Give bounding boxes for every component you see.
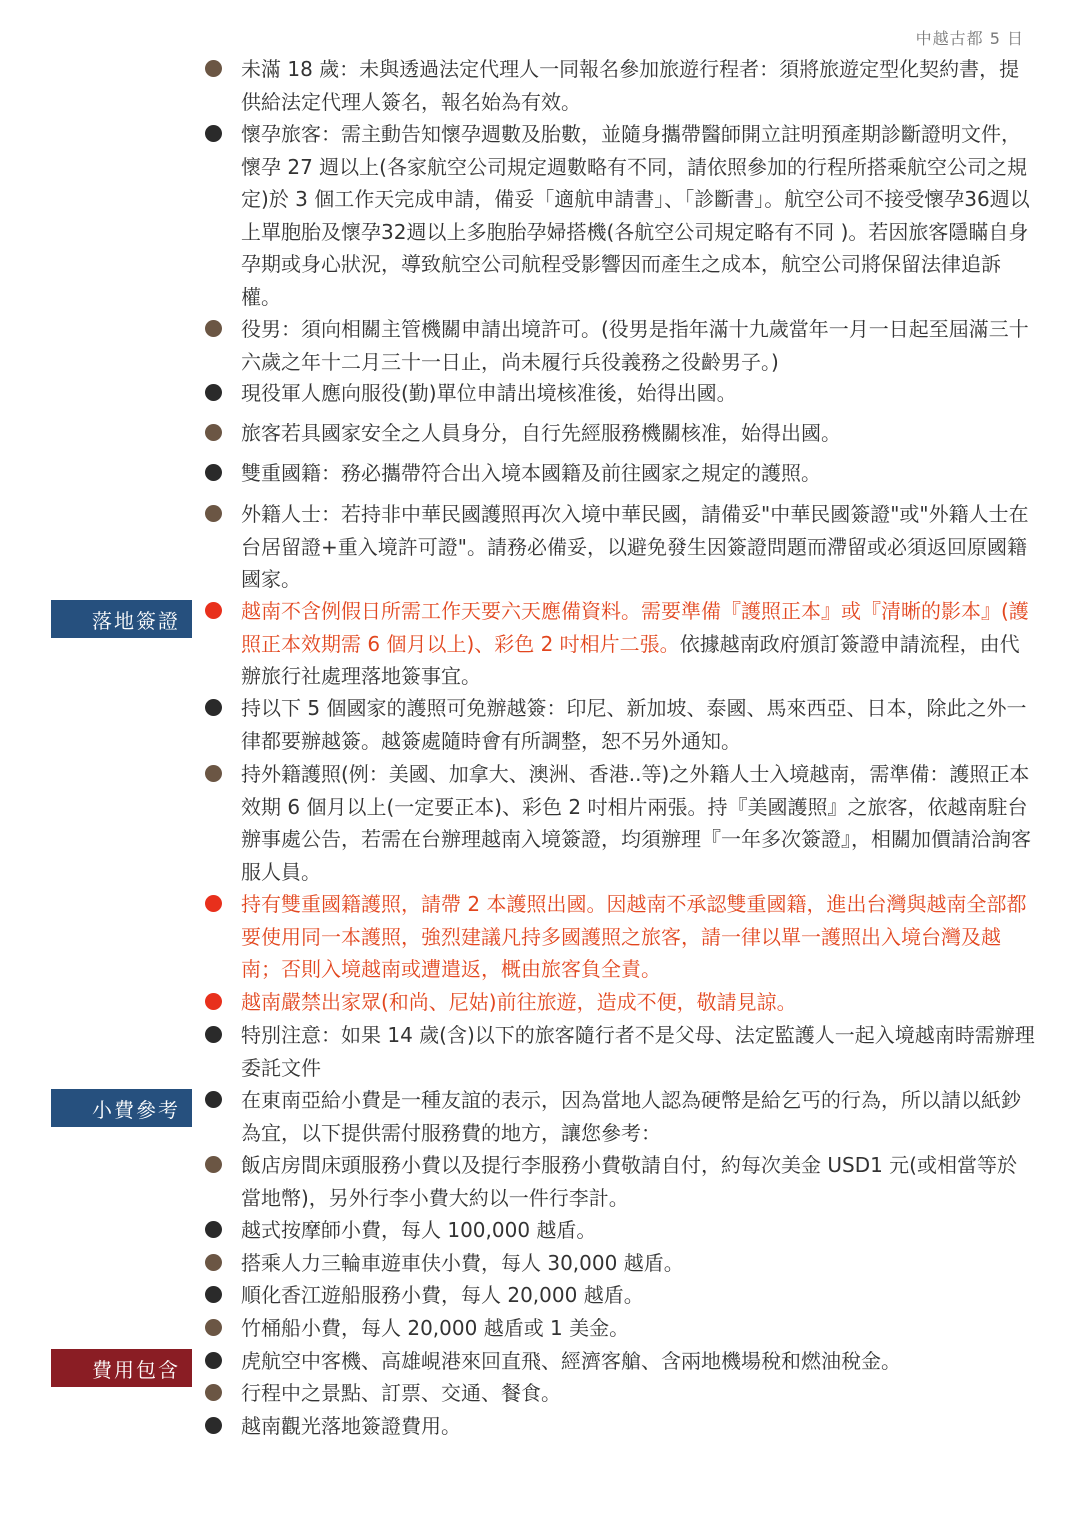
item-text: 越式按摩師小費，每人 100,000 越盾。 xyxy=(241,1218,597,1242)
list-item xyxy=(205,1345,1035,1378)
bullet-icon xyxy=(205,464,222,481)
list-item xyxy=(205,1214,1035,1247)
bullet-icon xyxy=(205,1384,222,1401)
item-text: 外籍人士：若持非中華民國護照再次入境中華民國，請備妥"中華民國簽證"或"外籍人士在台居留證+重入境許可證"。請務必備妥，以避免發生因簽證問題而滯留或必須返回原國籍國家。 xyxy=(241,502,1029,592)
bullet-icon xyxy=(205,1221,222,1238)
item-text: 雙重國籍：務必攜帶符合出入境本國籍及前往國家之規定的護照。 xyxy=(241,461,821,485)
item-text-red: 越南嚴禁出家眾(和尚、尼姑)前往旅遊，造成不便，敬請見諒。 xyxy=(241,990,797,1014)
item-text: 未滿 18 歲：未與透過法定代理人一同報名參加旅遊行程者：須將旅遊定型化契約書，提供給法定代理人簽名，報名始為有效。 xyxy=(241,57,1020,114)
list-item xyxy=(205,417,1035,450)
list-item xyxy=(205,457,1035,490)
bullet-icon xyxy=(205,765,222,782)
bullet-icon xyxy=(205,505,222,522)
bullet-icon xyxy=(205,384,222,401)
bullet-icon xyxy=(205,1156,222,1173)
bullet-icon xyxy=(205,1254,222,1271)
list-item xyxy=(205,1084,1035,1149)
bullet-icon xyxy=(205,60,222,77)
list-item xyxy=(205,595,1035,693)
item-text: 持以下 5 個國家的護照可免辦越簽：印尼、新加坡、泰國、馬來西亞、日本，除此之外一律都要辦越簽。越簽處隨時會有所調整，恕不另外通知。 xyxy=(241,696,1027,753)
list-item xyxy=(205,53,1035,118)
bullet-icon xyxy=(205,895,222,912)
list-item xyxy=(205,986,1035,1019)
bullet-icon xyxy=(205,1286,222,1303)
list-item xyxy=(205,313,1035,378)
item-text: 現役軍人應向服役(勤)單位申請出境核准後，始得出國。 xyxy=(241,381,737,405)
item-text: 役男：須向相關主管機關申請出境許可。(役男是指年滿十九歲當年一月一日起至屆滿三十六歲之年十二月三十一日止，尚未履行兵役義務之役齡男子。) xyxy=(241,317,1029,374)
item-text: 懷孕旅客：需主動告知懷孕週數及胎數，並隨身攜帶醫師開立註明預產期診斷證明文件，懷孕 27 週以上(各家航空公司規定週數略有不同，請依照參加的行程所搭乘航空公司之規定)於 3 個工作天完成申請，備妥「適航申請書」、「診斷書」。航空公司不接受懷孕36週以上單胞胎及懷孕32週以上多胞胎孕婦搭機(各航空公司規定略有不同 )。若因旅客隱瞞自身孕期或身心狀況，導致航空公司航程受影響因而產生之成本，航空公司將保留法律追訴權。 xyxy=(241,122,1030,309)
item-text: 竹桶船小費，每人 20,000 越盾或 1 美金。 xyxy=(241,1316,630,1340)
list-item xyxy=(205,118,1035,314)
list-item xyxy=(205,692,1035,757)
list-item xyxy=(205,1247,1035,1280)
section-label-visa: 落地簽證 xyxy=(51,600,192,638)
bullet-icon xyxy=(205,1091,222,1108)
list-item xyxy=(205,498,1035,596)
list-item xyxy=(205,758,1035,888)
item-text: 飯店房間床頭服務小費以及提行李服務小費敬請自付，約每次美金 USD1 元(或相當等於當地幣)，另外行李小費大約以一件行李計。 xyxy=(241,1153,1017,1210)
list-item xyxy=(205,1377,1035,1410)
item-text: 依據越南政府頒訂簽證申請流程，由代辦旅行社處理落地簽事宜。 xyxy=(241,631,1020,689)
bullet-icon xyxy=(205,1319,222,1336)
item-text-red: 持有雙重國籍護照，請帶 2 本護照出國。因越南不承認雙重國籍，進出台灣與越南全部都要使用同一本護照，強烈建議凡持多國護照之旅客，請一律以單一護照出入境台灣及越南；否則入境越南或遭遣返，概由旅客負全責。 xyxy=(241,892,1027,982)
item-text-red: 越南不含例假日所需工作天要六天應備資料。需要準備『護照正本』或『清晰的影本』(護照正本效期需 6 個月以上)、彩色 2 吋相片二張。 xyxy=(241,599,1029,656)
page-header-title: 中越古都 5 日 xyxy=(915,29,1024,48)
bullet-icon xyxy=(205,1417,222,1434)
item-text: 在東南亞給小費是一種友誼的表示，因為當地人認為硬幣是給乞丐的行為，所以請以紙鈔為宜，以下提供需付服務費的地方，讓您參考： xyxy=(241,1088,1021,1145)
list-item xyxy=(205,888,1035,986)
bullet-icon xyxy=(205,1026,222,1043)
list-item xyxy=(205,377,1035,410)
list-item xyxy=(205,1410,1035,1443)
item-text: 搭乘人力三輪車遊車伕小費，每人 30,000 越盾。 xyxy=(241,1251,684,1275)
bullet-icon xyxy=(205,320,222,337)
section-label-tips: 小費參考 xyxy=(51,1089,192,1127)
list-item xyxy=(205,1279,1035,1312)
list-item xyxy=(205,1019,1035,1084)
item-text: 旅客若具國家安全之人員身分，自行先經服務機關核准，始得出國。 xyxy=(241,421,841,445)
bullet-icon xyxy=(205,993,222,1010)
bullet-icon xyxy=(205,125,222,142)
item-text: 持外籍護照(例：美國、加拿大、澳洲、香港..等)之外籍人士入境越南，需準備：護照正本效期 6 個月以上(一定要正本)、彩色 2 吋相片兩張。持『美國護照』之旅客，依越南駐台辦事處公告，若需在台辦理越南入境簽證，均須辦理『一年多次簽證』，相關加價請洽詢客服人員。 xyxy=(241,762,1031,884)
section-label-included: 費用包含 xyxy=(51,1349,192,1387)
item-text: 虎航空中客機、高雄峴港來回直飛、經濟客艙、含兩地機場稅和燃油稅金。 xyxy=(241,1349,901,1373)
bullet-icon xyxy=(205,699,222,716)
bullet-icon xyxy=(205,1352,222,1369)
item-text: 越南觀光落地簽證費用。 xyxy=(241,1414,461,1438)
item-text: 特別注意：如果 14 歲(含)以下的旅客隨行者不是父母、法定監護人一起入境越南時需辦理委託文件 xyxy=(241,1023,1035,1080)
list-item xyxy=(205,1149,1035,1214)
item-text: 順化香江遊船服務小費，每人 20,000 越盾。 xyxy=(241,1283,644,1307)
list-item xyxy=(205,1312,1035,1345)
item-text: 行程中之景點、訂票、交通、餐食。 xyxy=(241,1381,561,1405)
bullet-icon xyxy=(205,424,222,441)
bullet-icon xyxy=(205,602,222,619)
